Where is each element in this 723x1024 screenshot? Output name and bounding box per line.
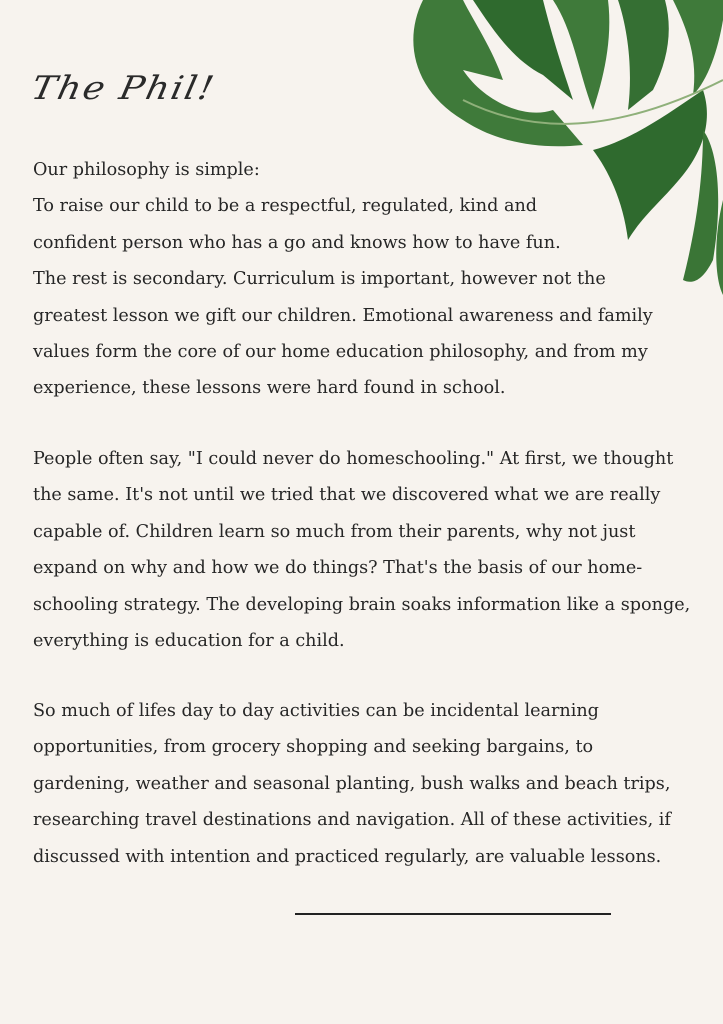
text-line: expand on why and how we do things? That's the basis of our home-: [33, 558, 643, 579]
text-line: researching travel destinations and navigation. All of these activities, if: [33, 810, 671, 831]
text-line: So much of lifes day to day activities can be incidental learning: [33, 701, 599, 721]
text-line: values form the core of our home education philosophy, and from my: [33, 342, 648, 363]
text-line: Our philosophy is simple:: [33, 160, 260, 180]
text-line: To raise our child to be a respectful, regulated, kind and: [33, 196, 538, 217]
text-line: experience, these lessons were hard found in school.: [33, 378, 506, 399]
text-line: greatest lesson we gift our children. Emotional awareness and family: [33, 305, 653, 326]
divider-line: [295, 913, 611, 915]
text-line: The rest is secondary. Curriculum is important, however not the: [33, 269, 606, 290]
paragraph-homeschooling: [33, 441, 690, 659]
text-line: everything is education for a child.: [33, 631, 345, 652]
text-line: discussed with intention and practiced regularly, are valuable lessons.: [33, 846, 662, 867]
text-line: gardening, weather and seasonal planting, bush walks and beach trips,: [33, 773, 671, 794]
text-line: the same. It's not until we tried that we discovered what we are really: [33, 485, 661, 506]
text-line: opportunities, from grocery shopping and seeking bargains, to: [33, 737, 594, 758]
paragraph-incidental-learning: [33, 693, 671, 875]
page-title: The Phil!: [28, 70, 219, 107]
text-line: capable of. Children learn so much from their parents, why not just: [33, 521, 636, 542]
text-line: schooling strategy. The developing brain soaks information like a sponge,: [33, 594, 691, 615]
paragraph-philosophy: [33, 152, 653, 407]
text-line: confident person who has a go and knows how to have fun.: [33, 232, 561, 253]
text-line: People often say, "I could never do homeschooling." At first, we thought: [33, 449, 674, 469]
